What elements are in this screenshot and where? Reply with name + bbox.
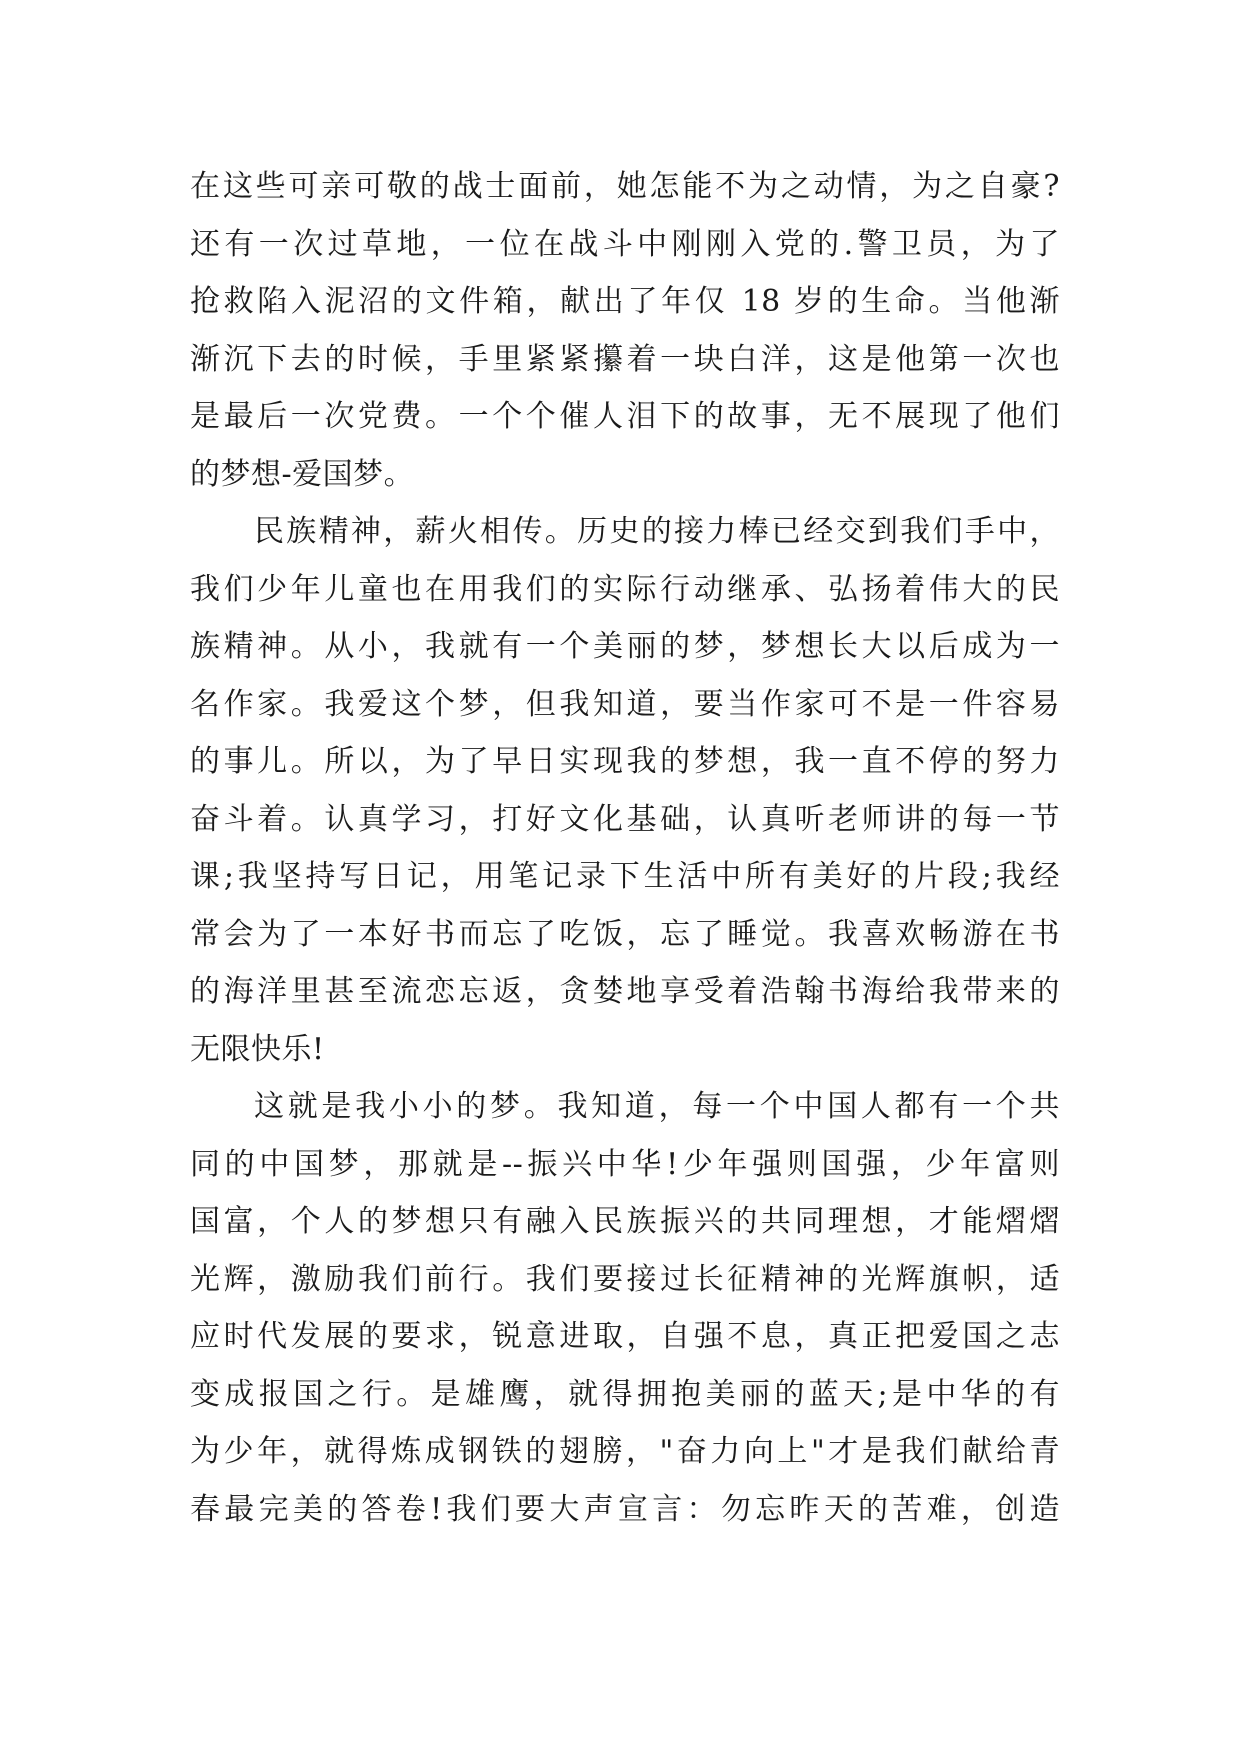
text-line: 为少年，就得炼成钢铁的翅膀，"奋力向上"才是我们献给青	[190, 1434, 1060, 1469]
text-line: 国富，个人的梦想只有融入民族振兴的共同理想，才能熠熠	[190, 1204, 1060, 1239]
text-line: 同的中国梦，那就是--振兴中华!少年强则国强，少年富则	[190, 1146, 1060, 1182]
text-line: 渐沉下去的时候，手里紧紧攥着一块白洋，这是他第一次也	[190, 341, 1060, 377]
text-line: 名作家。我爱这个梦，但我知道，要当作家可不是一件容易	[190, 686, 1060, 722]
text-line: 的海洋里甚至流恋忘返，贪婪地享受着浩翰书海给我带来的	[190, 974, 1060, 1009]
text-line: 应时代发展的要求，锐意进取，自强不息，真正把爱国之志	[190, 1319, 1060, 1354]
text-line: 族精神。从小，我就有一个美丽的梦，梦想长大以后成为一	[190, 629, 1060, 664]
text-line: 课;我坚持写日记，用笔记录下生活中所有美好的片段;我经	[190, 859, 1060, 894]
text-line: 抢救陷入泥沼的文件箱，献出了年仅 18 岁的生命。当他渐	[190, 284, 1060, 319]
text-line: 在这些可亲可敬的战士面前，她怎能不为之动情，为之自豪?	[190, 169, 1060, 204]
text-line: 变成报国之行。是雄鹰，就得拥抱美丽的蓝天;是中华的有	[190, 1376, 1060, 1412]
document-body	[190, 158, 1060, 1538]
text-line: 这就是我小小的梦。我知道，每一个中国人都有一个共	[254, 1089, 1060, 1124]
text-line: 常会为了一本好书而忘了吃饭，忘了睡觉。我喜欢畅游在书	[190, 916, 1060, 952]
text-line: 还有一次过草地，一位在战斗中刚刚入党的.警卫员，为了	[190, 226, 1060, 262]
text-line: 春最完美的答卷!我们要大声宣言：勿忘昨天的苦难，创造	[190, 1491, 1060, 1527]
text-line: 的事儿。所以，为了早日实现我的梦想，我一直不停的努力	[190, 744, 1060, 779]
text-line: 无限快乐!	[190, 1031, 325, 1067]
text-line: 奋斗着。认真学习，打好文化基础，认真听老师讲的每一节	[190, 801, 1060, 837]
text-line: 光辉，激励我们前行。我们要接过长征精神的光辉旗帜，适	[190, 1261, 1060, 1297]
text-line: 我们少年儿童也在用我们的实际行动继承、弘扬着伟大的民	[190, 571, 1060, 607]
text-line: 是最后一次党费。一个个催人泪下的故事，无不展现了他们	[190, 399, 1060, 434]
text-line: 的梦想-爱国梦。	[190, 456, 415, 492]
text-line: 民族精神，薪火相传。历史的接力棒已经交到我们手中，	[254, 514, 1060, 549]
